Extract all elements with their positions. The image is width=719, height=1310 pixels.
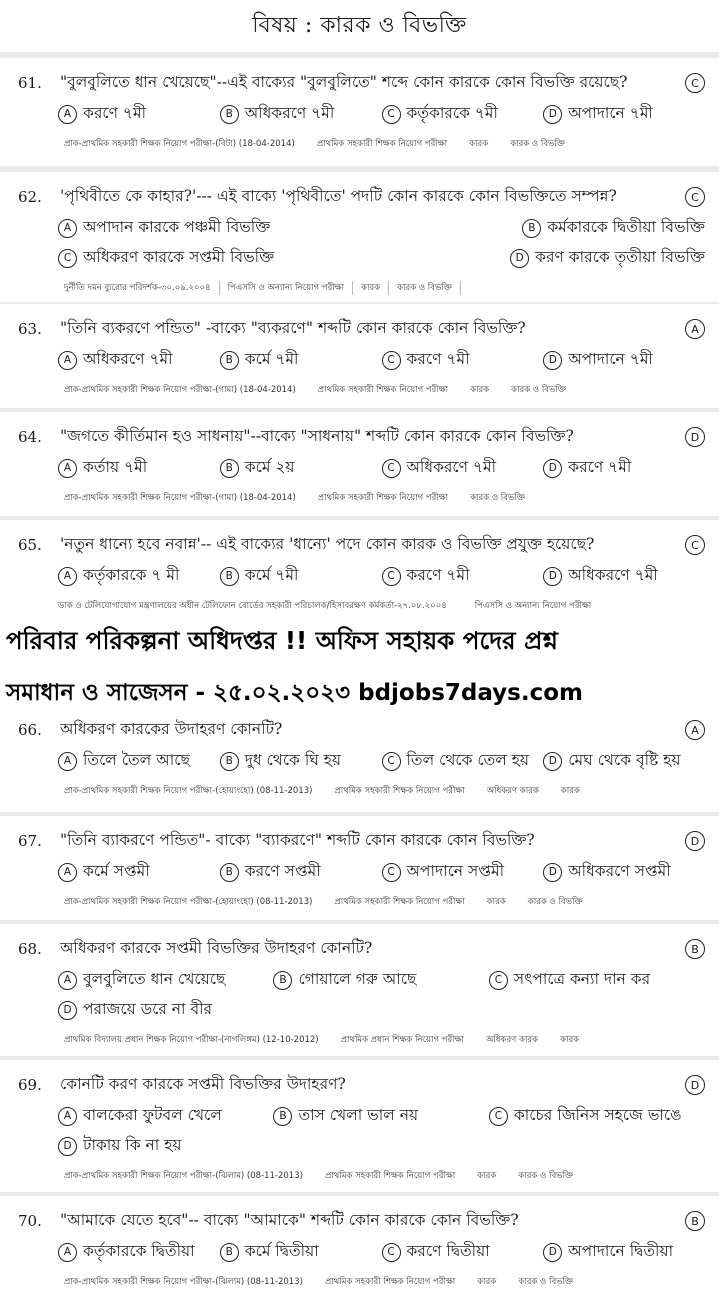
option-letter: D — [543, 567, 562, 586]
option-c[interactable] — [58, 245, 382, 271]
question-card — [0, 412, 719, 516]
answer-badge: B — [685, 939, 705, 959]
option-a[interactable] — [58, 859, 220, 885]
option-text: অপাদানে ৭মী — [568, 104, 653, 122]
tag: কারক ও বিভক্তি — [518, 1277, 574, 1287]
option-d[interactable] — [543, 1239, 705, 1265]
option-b[interactable] — [220, 859, 382, 885]
option-letter: C — [382, 1243, 401, 1262]
question-number: 68. — [18, 940, 42, 958]
option-letter: D — [543, 105, 562, 124]
option-text: তিল থেকে তেল হয় — [406, 751, 530, 769]
tag: অধিকরণ কারক — [486, 786, 539, 796]
question-card — [0, 172, 719, 302]
promo-banner — [0, 619, 719, 717]
answer-badge: C — [685, 73, 705, 93]
tag: কারক — [361, 281, 389, 295]
option-text: করণে দ্বিতীয়া — [406, 1242, 490, 1260]
option-text: তিলে তৈল আছে — [83, 751, 190, 769]
option-c[interactable] — [489, 967, 704, 993]
question-text: 'নতুন ধান্যে হবে নবান্ন'-- এই বাক্যের 'ধান্যে' পদে কোন কারক ও বিভক্তি প্রযুক্ত হয়েছে? — [60, 535, 595, 553]
option-text: অপাদানে সপ্তমী — [406, 862, 505, 880]
option-letter: C — [382, 351, 401, 370]
question-number: 70. — [18, 1212, 42, 1230]
tag: কারক — [477, 1277, 497, 1287]
option-text: অপাদানে দ্বিতীয়া — [568, 1242, 674, 1260]
option-text: বালকেরা ফুটবল খেলে — [83, 1106, 222, 1124]
tag: পিএসসি ও অন্যান্য নিয়োগ পরীক্ষা — [228, 281, 354, 295]
option-letter: C — [58, 249, 77, 268]
question-number: 61. — [18, 74, 42, 92]
question-card — [0, 924, 719, 1056]
option-text: করণে ৭মী — [406, 566, 470, 584]
question-tags — [64, 895, 705, 909]
option-letter: D — [58, 1137, 77, 1156]
option-text: বুলবুলিতে ধান খেয়েছে — [83, 970, 226, 988]
option-b[interactable] — [220, 563, 382, 589]
question-card — [0, 1060, 719, 1192]
option-c[interactable] — [382, 859, 544, 885]
tag: কারক — [477, 1171, 497, 1181]
option-letter: A — [58, 459, 77, 478]
option-text: অধিকরণে ৭মী — [568, 566, 658, 584]
option-text: কর্মে দ্বিতীয়া — [244, 1242, 319, 1260]
option-text: কর্মে ২য় — [244, 458, 295, 476]
tag: প্রাক-প্রাথমিক সহকারী শিক্ষক নিয়োগ পরীক্ষা-(ঝিলাম) (08-11-2013) — [64, 1171, 303, 1181]
option-letter: A — [58, 351, 77, 370]
option-letter: B — [220, 567, 239, 586]
option-letter: D — [510, 249, 529, 268]
tag: প্রাক-প্রাথমিক সহকারী শিক্ষক নিয়োগ পরীক্ষা-(গামা) (18-04-2014) — [64, 385, 296, 395]
option-d[interactable] — [543, 455, 705, 481]
tag: কারক ও বিভক্তি — [397, 281, 461, 295]
option-d[interactable] — [543, 347, 705, 373]
option-text: অধিকরণে ৭মী — [83, 350, 173, 368]
option-a[interactable] — [58, 1239, 220, 1265]
tag: কারক — [470, 385, 490, 395]
option-text: কর্মে ৭মী — [244, 566, 299, 584]
banner-line-1: পরিবার পরিকল্পনা অধিদপ্তর !! অফিস সহায়ক পদের প্রশ্ন — [6, 626, 558, 655]
option-letter: B — [522, 219, 541, 238]
tag: কারক — [486, 897, 506, 907]
option-text: মেঘ থেকে বৃষ্টি হয় — [568, 751, 681, 769]
option-letter: A — [58, 105, 77, 124]
answer-badge: D — [685, 831, 705, 851]
option-text: কর্তৃকারকে ৭ মী — [83, 566, 180, 584]
answer-badge: D — [685, 427, 705, 447]
option-letter: C — [382, 863, 401, 882]
option-letter: B — [220, 863, 239, 882]
option-a[interactable] — [58, 347, 220, 373]
option-letter: B — [220, 459, 239, 478]
option-b[interactable] — [273, 1103, 488, 1129]
answer-badge: C — [685, 535, 705, 555]
option-letter: A — [58, 1107, 77, 1126]
option-text: কর্মে ৭মী — [244, 350, 299, 368]
tag: প্রাথমিক সহকারী শিক্ষক নিয়োগ পরীক্ষা — [324, 1171, 456, 1181]
option-d[interactable] — [543, 563, 705, 589]
tag: দুর্নীতি দমন ব্যুরোর পরিদর্শক-৩০.০৯.২০০৪ — [64, 281, 220, 295]
answer-badge: B — [685, 1211, 705, 1231]
question-number: 67. — [18, 832, 42, 850]
option-c[interactable] — [382, 748, 544, 774]
option-letter: B — [220, 105, 239, 124]
option-letter: D — [543, 752, 562, 771]
question-tags — [64, 784, 705, 798]
option-letter: C — [382, 459, 401, 478]
option-c[interactable] — [382, 455, 544, 481]
option-letter: B — [220, 351, 239, 370]
answer-badge: C — [685, 187, 705, 207]
option-b[interactable] — [220, 748, 382, 774]
tag: কারক — [560, 786, 580, 796]
question-number: 62. — [18, 188, 42, 206]
question-card — [0, 816, 719, 920]
option-d[interactable] — [543, 859, 705, 885]
tag: প্রাক-প্রাথমিক সহকারী শিক্ষক নিয়োগ পরীক্ষা-(হোয়াংহো) (08-11-2013) — [64, 897, 313, 907]
option-letter: A — [58, 863, 77, 882]
question-tags — [64, 491, 705, 505]
question-card — [0, 520, 719, 619]
option-d[interactable] — [58, 997, 273, 1023]
question-tags — [64, 1033, 705, 1047]
question-text: "বুলবুলিতে ধান খেয়েছে"--এই বাক্যের "বুলবুলিতে" শব্দে কোন কারকে কোন বিভক্তি রয়েছে? — [60, 73, 628, 91]
banner-line-2: সমাধান ও সাজেসন - ২৫.০২.২০২৩ bdjobs7days.com — [6, 680, 583, 706]
page-title: বিষয় : কারক ও বিভক্তি — [252, 12, 467, 38]
option-c[interactable] — [382, 101, 544, 127]
question-text: "তিনি ব্যাকরণে পন্ডিত"- বাক্যে "ব্যাকরণে" শব্দটি কোন কারকে কোন বিভক্তি? — [60, 831, 535, 849]
option-text: টাকায় কি না হয় — [83, 1136, 182, 1154]
option-a[interactable] — [58, 748, 220, 774]
page-header — [0, 0, 719, 52]
answer-badge: D — [685, 1075, 705, 1095]
option-letter: B — [220, 1243, 239, 1262]
question-number: 65. — [18, 536, 42, 554]
option-text: অপাদান কারকে পঞ্চমী বিভক্তি — [83, 218, 271, 236]
option-text: করণে ৭মী — [406, 350, 470, 368]
option-letter: D — [543, 1243, 562, 1262]
question-text: "জগতে কীর্তিমান হও সাধনায়"--বাক্যে "সাধনায়" শব্দটি কোন কারকে কোন বিভক্তি? — [60, 427, 574, 445]
question-text: "তিনি ব্যকরণে পন্ডিত" -বাক্যে "ব্যকরণে" শব্দটি কোন কারকে কোন বিভক্তি? — [60, 319, 526, 337]
option-letter: C — [489, 971, 508, 990]
tag: কারক — [560, 1035, 580, 1045]
option-letter: B — [273, 971, 292, 990]
option-letter: A — [58, 219, 77, 238]
tag: প্রাথমিক সহকারী শিক্ষক নিয়োগ পরীক্ষা — [334, 786, 465, 796]
answer-badge: A — [685, 319, 705, 339]
option-b[interactable] — [220, 1239, 382, 1265]
option-text: দুধ থেকে ঘি হয় — [244, 751, 342, 769]
question-card — [0, 1196, 719, 1310]
option-letter: C — [489, 1107, 508, 1126]
option-text: অপাদানে ৭মী — [568, 350, 653, 368]
option-text: অধিকরণে ৭মী — [244, 104, 335, 122]
option-a[interactable] — [58, 215, 382, 241]
question-card — [0, 58, 719, 166]
tag: প্রাথমিক প্রধান শিক্ষক নিয়োগ পরীক্ষা — [340, 1035, 464, 1045]
option-text: কাচের জিনিস সহজে ভাঙে — [513, 1106, 682, 1124]
option-text: করণ কারকে তৃতীয়া বিভক্তি — [535, 248, 705, 266]
question-number: 69. — [18, 1076, 42, 1094]
tag: প্রাক-প্রাথমিক সহকারী শিক্ষক নিয়োগ পরীক্ষা-(বিটা) (18-04-2014) — [64, 139, 295, 149]
option-letter: D — [543, 863, 562, 882]
option-c[interactable] — [382, 347, 544, 373]
question-card — [0, 717, 719, 812]
option-text: করণে সপ্তমী — [244, 862, 321, 880]
option-d[interactable] — [58, 1133, 273, 1159]
tag: প্রাথমিক সহকারী শিক্ষক নিয়োগ পরীক্ষা — [317, 493, 449, 503]
option-text: কর্তৃকারকে ৭মী — [406, 104, 498, 122]
tag: কারক ও বিভক্তি — [527, 897, 583, 907]
question-text: "আমাকে যেতে হবে"-- বাক্যে "আমাকে" শব্দটি কোন কারকে কোন বিভক্তি? — [60, 1211, 519, 1229]
question-tags — [64, 1169, 705, 1183]
option-letter: A — [58, 752, 77, 771]
option-letter: C — [382, 752, 401, 771]
option-d[interactable] — [543, 748, 705, 774]
option-a[interactable] — [58, 455, 220, 481]
tag: প্রাথমিক বিদ্যালয় প্রধান শিক্ষক নিয়োগ পরীক্ষা-(নাগলিঙ্গম) (12-10-2012) — [64, 1035, 319, 1045]
option-text: তাস খেলা ভাল নয় — [298, 1106, 419, 1124]
option-letter: A — [58, 1243, 77, 1262]
tag: কারক — [469, 139, 489, 149]
option-letter: D — [543, 351, 562, 370]
question-tags — [64, 137, 705, 151]
question-text: 'পৃথিবীতে কে কাহার?'--- এই বাক্যে 'পৃথিবীতে' পদটি কোন কারকে কোন বিভক্তিতে সম্পন্ন? — [60, 187, 617, 205]
option-c[interactable] — [489, 1103, 704, 1129]
option-a[interactable] — [58, 563, 220, 589]
option-text: গোয়ালে গরু আছে — [298, 970, 417, 988]
tag: কারক ও বিভক্তি — [510, 139, 566, 149]
tag: প্রাথমিক সহকারী শিক্ষক নিয়োগ পরীক্ষা — [324, 1277, 456, 1287]
tag: প্রাক-প্রাথমিক সহকারী শিক্ষক নিয়োগ পরীক্ষা-(ঝিলাম) (08-11-2013) — [64, 1277, 303, 1287]
option-d[interactable] — [382, 245, 706, 271]
tag: কারক ও বিভক্তি — [511, 385, 567, 395]
option-text: কর্মকারকে দ্বিতীয়া বিভক্তি — [547, 218, 705, 236]
option-text: কর্তৃকারকে দ্বিতীয়া — [83, 1242, 195, 1260]
option-text: করণে ৭মী — [83, 104, 147, 122]
question-tags — [64, 1275, 705, 1289]
option-a[interactable] — [58, 967, 273, 993]
option-letter: B — [273, 1107, 292, 1126]
tag: কারক ও বিভক্তি — [518, 1171, 574, 1181]
option-text: অধিকরণে ৭মী — [406, 458, 497, 476]
option-a[interactable] — [58, 1103, 273, 1129]
option-text: কর্তায় ৭মী — [83, 458, 148, 476]
question-tags — [64, 281, 705, 295]
option-letter: C — [382, 105, 401, 124]
tag: পিএসসি ও অন্যান্য নিয়োগ পরীক্ষা — [474, 601, 592, 611]
option-text: অধিকরণ কারকে সপ্তমী বিভক্তি — [83, 248, 275, 266]
option-c[interactable] — [382, 563, 544, 589]
question-text: কোনটি করণ কারকে সপ্তমী বিভক্তির উদাহরণ? — [60, 1075, 346, 1093]
question-text: অধিকরণ কারকে সপ্তমী বিভক্তির উদাহরণ কোনটি? — [60, 939, 373, 957]
option-letter: D — [543, 459, 562, 478]
option-text: করণে ৭মী — [568, 458, 632, 476]
option-letter: D — [58, 1001, 77, 1020]
tag: প্রাক-প্রাথমিক সহকারী শিক্ষক নিয়োগ পরীক্ষা-(গামা) (18-04-2014) — [64, 493, 296, 503]
answer-badge: A — [685, 720, 705, 740]
question-number: 63. — [18, 320, 42, 338]
option-b[interactable] — [220, 101, 382, 127]
tag: অধিকরণ কারক — [485, 1035, 539, 1045]
option-b[interactable] — [382, 215, 706, 241]
option-text: পরাজয়ে ডরে না বীর — [83, 1000, 213, 1018]
question-tags — [64, 383, 705, 397]
option-a[interactable] — [58, 101, 220, 127]
option-b[interactable] — [273, 967, 488, 993]
option-letter: A — [58, 971, 77, 990]
option-letter: A — [58, 567, 77, 586]
question-tags — [58, 599, 705, 613]
tag: প্রাথমিক সহকারী শিক্ষক নিয়োগ পরীক্ষা — [334, 897, 465, 907]
tag: প্রাথমিক সহকারী শিক্ষক নিয়োগ পরীক্ষা — [316, 139, 448, 149]
option-text: কর্মে সপ্তমী — [83, 862, 150, 880]
option-letter: B — [220, 752, 239, 771]
tag: ডাক ও টেলিযোগাযোগ মন্ত্রণালয়ের অধীন টেলিফোন বোর্ডের সহকারী পরিচালক/হিসাবরক্ষণ কর্মকর্তা-২৭.০৮.২০০৪ — [58, 601, 447, 611]
question-number: 66. — [18, 721, 42, 739]
question-number: 64. — [18, 428, 42, 446]
option-c[interactable] — [382, 1239, 544, 1265]
question-text: অধিকরণ কারকের উদাহরণ কোনটি? — [60, 720, 283, 738]
option-letter: C — [382, 567, 401, 586]
option-d[interactable] — [543, 101, 705, 127]
question-card — [0, 304, 719, 408]
tag: প্রাক-প্রাথমিক সহকারী শিক্ষক নিয়োগ পরীক্ষা-(হোয়াংহো) (08-11-2013) — [64, 786, 313, 796]
option-b[interactable] — [220, 347, 382, 373]
option-text: সৎপাত্রে কন্যা দান কর — [513, 970, 651, 988]
option-text: অধিকরণে সপ্তমী — [568, 862, 671, 880]
tag: প্রাথমিক সহকারী শিক্ষক নিয়োগ পরীক্ষা — [317, 385, 449, 395]
option-b[interactable] — [220, 455, 382, 481]
tag: কারক ও বিভক্তি — [470, 493, 525, 503]
